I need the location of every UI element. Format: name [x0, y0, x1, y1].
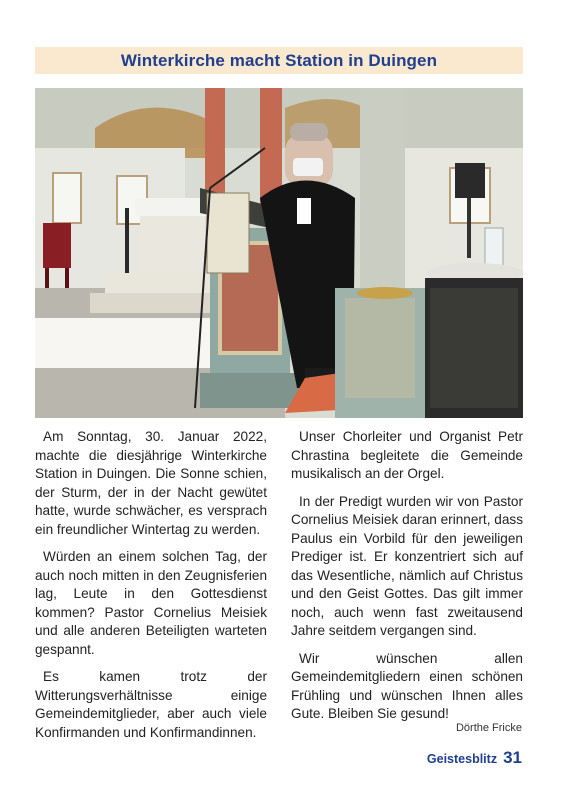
paragraph: Unser Chorleiter und Organist Petr Chrastina begleitete die Gemeinde musikalisch an der Orgel.	[291, 429, 523, 481]
church-interior-image	[35, 88, 523, 418]
article-title: Winterkirche macht Station in Duingen	[120, 50, 438, 70]
paragraph: Würden an einem solchen Tag, der auch noch mitten in den Zeugnisferien lag, Leute in den Gottesdienst kommen? Pastor Cornelius Meisiek und alle anderen Beteiligten warteten gespannt.	[35, 549, 267, 657]
article-column-left	[35, 428, 267, 751]
article-photo	[35, 88, 523, 418]
article-column-right	[291, 428, 523, 733]
paragraph: In der Predigt wurden wir von Pastor Cornelius Meisiek daran erinnert, dass Paulus ein Vorbild für den jeweiligen Prediger ist. Er konzentriert sich auf das Wesentliche, nämlich auf Christus und den Geist Gottes. Das gilt immer noch, auch wenn fast zweitausend Jahre seitdem vergangen sind.	[291, 493, 523, 638]
page-footer	[427, 748, 522, 768]
paragraph: Wir wünschen allen Gemeindemitgliedern einen schönen Frühling und wünschen Ihnen alles Gute. Bleiben Sie gesund!	[291, 650, 523, 721]
author-name: Dörthe Fricke	[455, 722, 522, 734]
paragraph: Es kamen trotz der Witterungsverhältnisse einige Gemeindemitglieder, aber auch viele Konfirmanden und Konfirmandinnen.	[35, 669, 267, 740]
paragraph: Am Sonntag, 30. Januar 2022, machte die diesjährige Winterkirche Station in Duingen. Die Sonne schien, der Sturm, der in der Nacht gewütet hatte, wurde schwächer, es versprach ein freundlicher Wintertag zu werden.	[35, 429, 267, 537]
page-number: 31	[503, 748, 522, 767]
magazine-name: Geistesblitz	[426, 752, 498, 766]
title-banner	[35, 47, 523, 74]
